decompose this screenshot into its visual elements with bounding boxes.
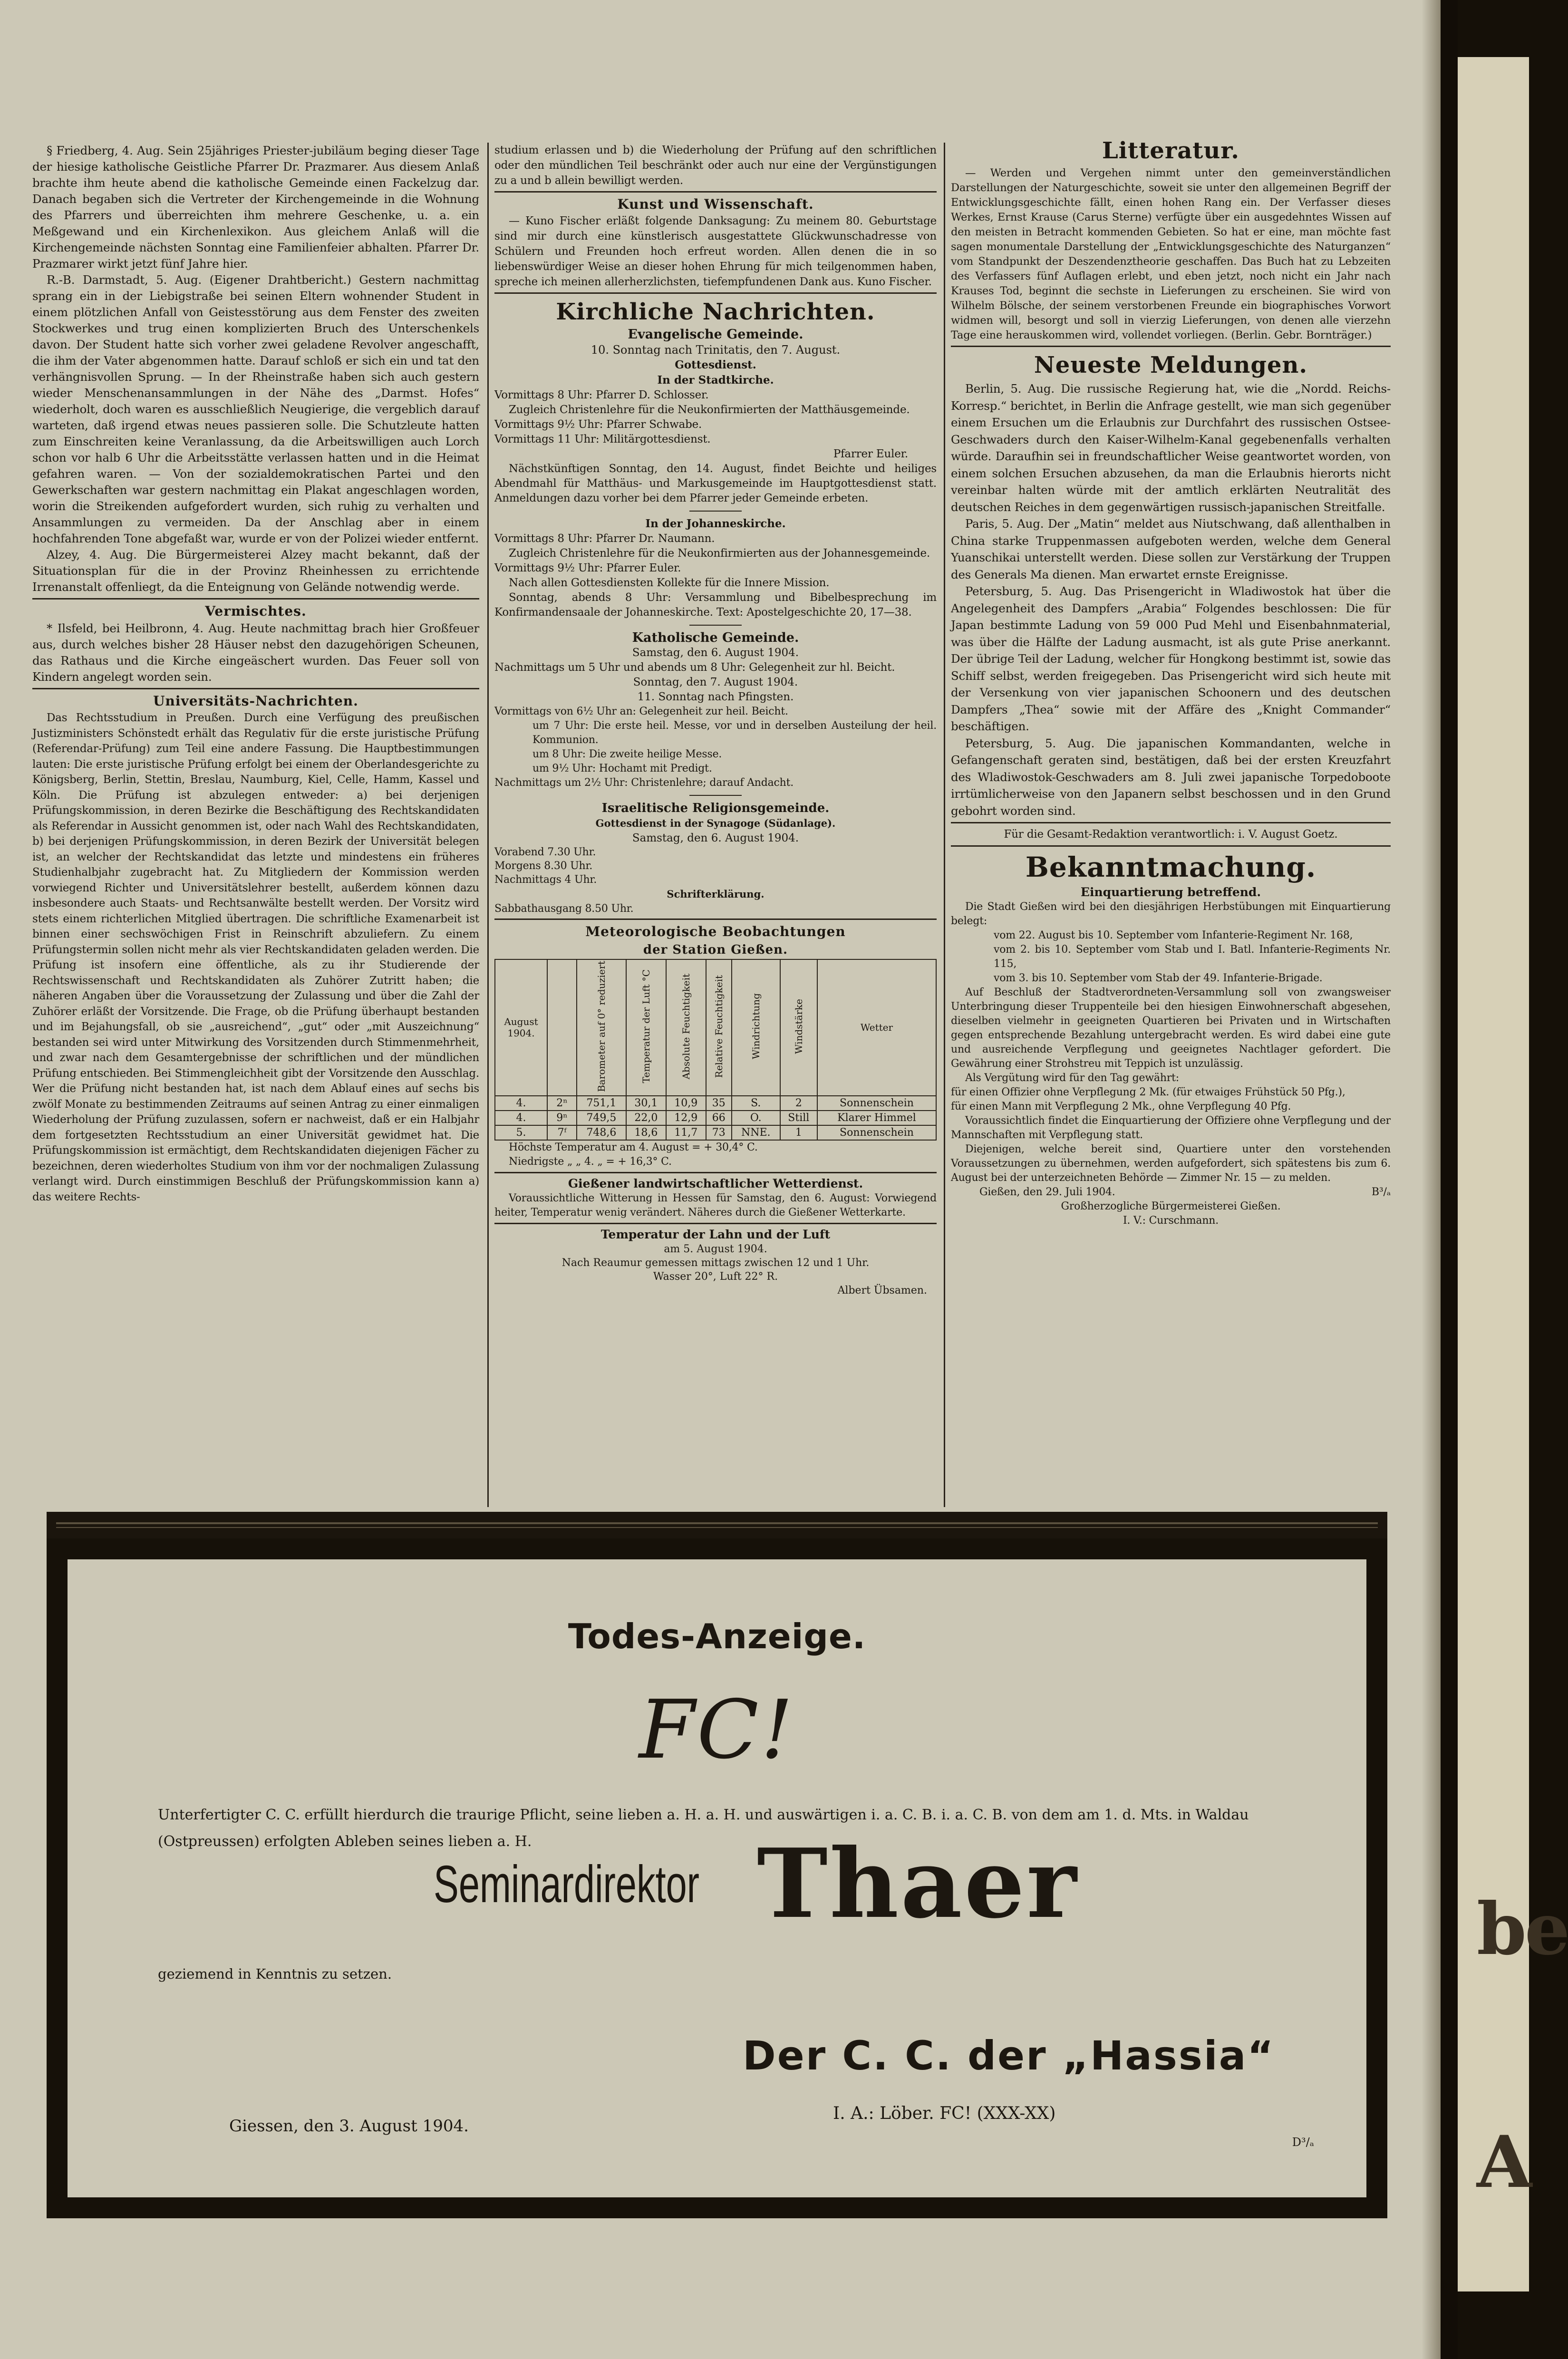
- death-notice-mark: D³/ₐ: [1292, 2136, 1314, 2149]
- text-line: Voraussichtliche Witterung in Hessen für Samstag, den 6. August: Vorwiegend heiter, Temperatur wenig verändert. Näheres durch die Gießener Wetterkarte.: [494, 1192, 937, 1218]
- adjacent-page-text: A: [1477, 2120, 1530, 2204]
- text-line: am 5. August 1904.: [664, 1243, 767, 1255]
- text-line: Diejenigen, welche bereit sind, Quartiere unter den vorstehenden Voraussetzungen zu übernehmen, werden aufgefordert, sich spätestens bis zum 6. August bei der unterzeichneten Behörde — Zimmer Nr. 15 — zu melden.: [951, 1143, 1391, 1184]
- divider: [689, 511, 742, 512]
- text-line: Zugleich Christenlehre für die Neukonfirmierten aus der Johannesgemeinde.: [509, 547, 930, 560]
- text-line: Schrifterklärung.: [667, 888, 765, 900]
- page-edge-shadow: [1422, 0, 1441, 2359]
- table-cell: 5.: [495, 1125, 547, 1140]
- table-cell: 30,1: [626, 1096, 666, 1111]
- adjacent-page-edge: [1458, 57, 1568, 2291]
- death-notice-signature: Der C. C. der „Hassia“: [743, 2032, 1275, 2079]
- text-line: Nach Reaumur gemessen mittags zwischen 12 und 1 Uhr.: [561, 1257, 870, 1269]
- text-line: Niedrigste „ „ 4. „ = + 16,3° C.: [509, 1155, 672, 1168]
- table-cell: 7ᶠ: [547, 1125, 577, 1140]
- divider: [689, 625, 742, 626]
- table-cell: O.: [732, 1111, 780, 1125]
- heading-meteorologie: Meteorologische Beobachtungen: [585, 924, 846, 939]
- table-cell: Still: [780, 1111, 817, 1125]
- heading-station: der Station Gießen.: [643, 943, 788, 957]
- heading-katholisch: Katholische Gemeinde.: [632, 630, 799, 645]
- text-line: Vormittags 11 Uhr: Militärgottesdienst.: [494, 433, 711, 445]
- column-rule: [487, 143, 489, 1507]
- text-line: Sonntag, den 7. August 1904.: [633, 676, 798, 688]
- text-line: Gottesdienst.: [675, 358, 756, 371]
- text-line: Samstag, den 6. August 1904.: [632, 647, 799, 659]
- article-rechtsstudium: Das Rechtsstudium in Preußen. Durch eine Verfügung des preußischen Justizministers Schönstedt erhält das Regulativ für die erste juristische Prüfung (Referendar-Prüfung) zum Teil eine andere Fassung. Die Hauptbestimmungen lauten: Die erste juristische Prüfung erfolgt bei einem der Oberlandesgerichte zu Königsberg, Berlin, Stettin, Breslau, Naumburg, Kiel, Celle, Hamm, Kassel und Köln. Die Prüfung ist abzulegen entweder: a) bei derjenigen Prüfungskommission, in deren Bezirke die Beschäftigung des Rechtskandidaten als Referendar in Aussicht genommen ist, oder nach Wahl des Rechtskandidaten, b) bei derjenigen Prüfungskommission, in deren Bezirk der Universität belegen ist, an welcher der Rechtskandidat das letzte und mindestens ein früheres Studienhalbjahr zugebracht hat. Zu Mitgliedern der Kommission werden vorwiegend Richter und Universitätslehrer bestellt, außerdem können dazu insbesondere auch Staats- und Rechtsanwälte bestellt werden. Der Vorsitz wird stets einem richterlichen Mitglied übertragen. Die schriftliche Examenarbeit ist binnen einer sechswöchigen Frist in Reinschrift abzuliefern. Zu einem Prüfungstermin sollen nicht mehr als vier Rechtskandidaten geladen werden. Die Prüfung ist insofern eine öffentliche, als zu ihr Studierende der Rechtswissenschaft und Rechtskandidaten als Zuhörer Zutritt haben; die näheren Angaben über die Voraussetzung der Zulassung und über die Zahl der Zuhörer erläßt der Vorsitzende. Die Frage, ob die Prüfung überhaupt bestanden und im Bejahungsfall, ob sie „ausreichend“, „gut“ oder „mit Auszeichnung“ bestanden sei wird unter Mitwirkung des Vorsitzenden durch Stimmenmehrheit, und zwar nach dem Gesamtergebnisse der schriftlichen und der mündlichen Prüfung entschieden. Bei Stimmengleichheit gibt der Vorsitzende den Ausschlag. Wer die Prüfung nicht bestanden hat, ist nach dem Ablauf eines auf sechs bis zwölf Monate zu bestimmenden Zeitraums auf seinen Antrag zu einer einmaligen Wiederholung der Prüfung zuzulassen, sofern er nachweist, daß er ein Halbjahr dem fortgesetzten Rechtsstudium an einer Universität gewidmet hat. Die Prüfungskommission ist ermächtigt, dem Rechtskandidaten diejenigen Fächer zu bezeichnen, deren wiederholtes Studium von ihm vor der nochmaligen Zulassung verlangt wird. Durch einstimmigen Beschluß der Prüfungskommission kann a) das weitere Rechts-: [32, 712, 479, 1203]
- text-line: Zugleich Christenlehre für die Neukonfirmierten der Matthäusgemeinde.: [509, 404, 910, 416]
- text-line: Die Stadt Gießen wird bei den diesjährigen Herbstübungen mit Einquartierung belegt:: [951, 901, 1391, 927]
- text-line: Nächstkünftigen Sonntag, den 14. August, findet Beichte und heiliges Abendmahl für Matthäus- und Markusgemeinde im Hauptgottesdienst statt. Anmeldungen dazu vorher bei dem Pfarrer jeder Gemeinde erbeten.: [494, 463, 937, 504]
- fraternity-monogram: FC!: [639, 1683, 795, 1777]
- text-line: Samstag, den 6. August 1904.: [632, 832, 799, 844]
- table-header: Windrichtung: [732, 959, 780, 1096]
- table-header: Wetter: [817, 959, 936, 1096]
- column-3: [951, 135, 1391, 1507]
- table-cell: Klarer Himmel: [817, 1111, 936, 1125]
- divider: [32, 688, 479, 689]
- deceased-rank: Seminardirektor: [434, 1855, 700, 1914]
- table-cell: 9ⁿ: [547, 1111, 577, 1125]
- adjacent-page-text: be: [1477, 1887, 1568, 1971]
- table-cell: NNE.: [732, 1125, 780, 1140]
- heading-wetterdienst: Gießener landwirtschaftlicher Wetterdienst.: [568, 1176, 863, 1190]
- text-line: Großherzogliche Bürgermeisterei Gießen.: [1061, 1200, 1281, 1212]
- table-cell: 22,0: [626, 1111, 666, 1125]
- text-line: Nachmittags um 2½ Uhr: Christenlehre; darauf Andacht.: [494, 777, 794, 789]
- column-rule: [944, 143, 945, 1507]
- heading-israelitisch: Israelitische Religionsgemeinde.: [601, 801, 830, 815]
- weather-table: [494, 959, 937, 1141]
- death-notice: [47, 1538, 1387, 2218]
- mark: B³/ₐ: [1371, 1186, 1391, 1198]
- heading-lahn: Temperatur der Lahn und der Luft: [600, 1227, 831, 1241]
- table-cell: 749,5: [577, 1111, 626, 1125]
- table-header: Absolute Feuchtigkeit: [666, 959, 706, 1096]
- divider: [494, 292, 937, 294]
- text-line: für einen Offizier ohne Verpflegung 2 Mk. (für etwaiges Frühstück 50 Pfg.),: [951, 1086, 1345, 1098]
- table-cell: 12,9: [666, 1111, 706, 1125]
- text-line: Als Vergütung wird für den Tag gewährt:: [965, 1072, 1180, 1084]
- table-cell: 18,6: [626, 1125, 666, 1140]
- text-line: Vormittags von 6½ Uhr an: Gelegenheit zur heil. Beicht.: [494, 706, 788, 717]
- text-line: vom 3. bis 10. September vom Stab der 49. Infanterie-Brigade.: [994, 972, 1323, 984]
- article-berlin: Berlin, 5. Aug. Die russische Regierung hat, wie die „Nordd. Reichs-Korresp.“ berichtet, in Berlin die Anfrage gestellt, wie man sich gegenüber einem Ersuchen um die Erlaubnis zur Durchfahrt des russischen Ostsee-Geschwaders durch den Kaiser-Wilhelm-Kanal gegebenenfalls verhalten würde. Daraufhin sei in freundschaftlicher Weise geantwortet worden, von einem solchen Ersuchen abzusehen, da man die Erlaubnis hierorts nicht vereinbar halten würde mit der amtlich erklärten Neutralität des deutschen Reiches in dem gegenwärtigen russisch-japanischen Streitfalle.: [951, 382, 1391, 514]
- text-line: Voraussichtlich findet die Einquartierung der Offiziere ohne Verpflegung und der Mannschaften mit Verpflegung statt.: [951, 1115, 1391, 1141]
- article-friedberg: § Friedberg, 4. Aug. Sein 25jähriges Priester-jubiläum beging dieser Tage der hiesige katholische Geistliche Pfarrer Dr. Prazmarer. Aus diesem Anlaß brachte ihm heute abend die katholische Gemeinde einen Fackelzug dar. Danach begaben sich die Vertreter der Kirchengemeinde in die Wohnung des Pfarrers und überreichten ihm mehrere Geschenke, u. a. ein Meßgewand und ein Kirchenlexikon. Aus gleichem Anlaß will die Kirchengemeinde nächsten Sonntag eine Familienfeier abhalten. Pfarrer Dr. Prazmarer wirkt jetzt fünf Jahre hier.: [32, 144, 479, 271]
- table-header-row: [495, 959, 936, 1096]
- article-petersburg-1: Petersburg, 5. Aug. Das Prisengericht in Wladiwostok hat über die Angelegenheit des Dampfers „Arabia“ Folgendes beschlossen: Die für Japan bestimmte Ladung von 59 000 Pud Mehl und Eisenbahnmaterial, was über die Hälfte der Ladung ausmacht, ist als gute Prise anerkannt. Der übrige Teil der Ladung, welcher für Hongkong bestimmt ist, sowie das Schiff selbst, werden freigegeben. Das Prisengericht wird sich heute mit der Versenkung von vier japanischen Schoonern und des deutschen Dampfers „Thea“ sowie mit der Affäre des „Knight Commander“ beschäftigen.: [951, 584, 1391, 733]
- section-heading-vermischtes: Vermischtes.: [205, 603, 307, 619]
- text-line: Sabbathausgang 8.50 Uhr.: [494, 903, 634, 915]
- text-line: Vormittags 8 Uhr: Pfarrer D. Schlosser.: [494, 389, 709, 401]
- heading-evangelisch: Evangelische Gemeinde.: [628, 327, 803, 342]
- article-ilsfeld: * Ilsfeld, bei Heilbronn, 4. Aug. Heute nachmittag brach hier Großfeuer aus, durch welches bisher 28 Häuser nebst den dazugehörigen Scheunen, das Rathaus und die Kirche eingeäschert wurden. Das Feuer soll von Kindern angelegt worden sein.: [32, 621, 479, 684]
- text-line: um 8 Uhr: Die zweite heilige Messe.: [532, 748, 722, 760]
- table-cell: 4.: [495, 1096, 547, 1111]
- imprint-line: Für die Gesamt-Redaktion verantwortlich: i. V. August Goetz.: [1004, 828, 1338, 841]
- section-heading-kirchlich: Kirchliche Nachrichten.: [556, 299, 875, 325]
- divider: [951, 346, 1391, 347]
- section-heading-kunst: Kunst und Wissenschaft.: [617, 196, 814, 212]
- divider: [494, 1223, 937, 1224]
- table-cell: 2ⁿ: [547, 1096, 577, 1111]
- date-line: Gießen, den 29. Juli 1904.: [979, 1186, 1115, 1198]
- table-cell: 35: [706, 1096, 732, 1111]
- text-line: Wasser 20°, Luft 22° R.: [653, 1270, 778, 1283]
- section-heading-bekanntmachung: Bekanntmachung.: [1025, 851, 1316, 883]
- divider: [494, 191, 937, 193]
- text-line: Nachmittags um 5 Uhr und abends um 8 Uhr: Gelegenheit zur hl. Beicht.: [494, 661, 895, 674]
- table-header: Relative Feuchtigkeit: [706, 959, 732, 1096]
- text-line: Gottesdienst in der Synagoge (Südanlage).: [595, 817, 836, 829]
- table-row: [495, 1125, 936, 1140]
- table-header: Windstärke: [780, 959, 817, 1096]
- death-notice-title: Todes-Anzeige.: [568, 1616, 866, 1656]
- heading-stadtkirche: In der Stadtkirche.: [657, 374, 774, 387]
- text-line: um 9½ Uhr: Hochamt mit Predigt.: [532, 763, 712, 774]
- text-line: Sonntag, abends 8 Uhr: Versammlung und Bibelbesprechung im Konfirmandensaale der Johanneskirche. Text: Apostelgeschichte 20, 17—38.: [494, 591, 937, 619]
- table-cell: 10,9: [666, 1096, 706, 1111]
- text-line: Vormittags 9½ Uhr: Pfarrer Schwabe.: [494, 418, 702, 431]
- deceased-name: Thaer: [757, 1828, 1079, 1940]
- text-line: Nachmittags 4 Uhr.: [494, 874, 597, 886]
- table-cell: 1: [780, 1125, 817, 1140]
- text-line: Vorabend 7.30 Uhr.: [494, 846, 596, 858]
- death-notice-date: Giessen, den 3. August 1904.: [229, 2117, 469, 2136]
- article-continuation: studium erlassen und b) die Wiederholung der Prüfung auf den schriftlichen oder den mündlichen Teil beschränkt oder auch nur eine der Vergünstigungen zu a und b allein bewilligt werden.: [494, 144, 937, 187]
- column-2: [494, 143, 937, 1507]
- divider: [951, 845, 1391, 847]
- section-heading-neueste: Neueste Meldungen.: [1034, 352, 1308, 378]
- table-row: [495, 1096, 936, 1111]
- text-line: [951, 1185, 1391, 1199]
- text-line: Albert Übsamen.: [837, 1284, 927, 1296]
- section-heading-universitaet: Universitäts-Nachrichten.: [153, 693, 358, 709]
- article-kuno-fischer: — Kuno Fischer erläßt folgende Danksagung: Zu meinem 80. Geburtstage sind mir durch eine künstlerisch ausgestattete Glückwunschadresse von Schülern und Freunden hoch erfreut worden. Allen denen die in so liebenswürdiger Weise an dieser hohen Ehrung für mich teilgenommen haben, spreche ich meinen allerherzlichsten, tiefempfundenen Dank aus. Kuno Fischer.: [494, 215, 937, 288]
- ornamental-band: [47, 1512, 1387, 1538]
- text-line: Einquartierung betreffend.: [1080, 885, 1261, 899]
- divider: [32, 598, 479, 599]
- heading-johanneskirche: In der Johanneskirche.: [645, 517, 786, 530]
- article-paris: Paris, 5. Aug. Der „Matin“ meldet aus Niutschwang, daß allenthalben in China starke Truppenmassen aufgeboten werden, welche dem General Yuanschikai unterstellt werden. Diese sollen zur Verstärkung der Truppen des Generals Ma dienen. Man erwartet ernste Ereignisse.: [951, 517, 1391, 581]
- article-petersburg-2: Petersburg, 5. Aug. Die japanischen Kommandanten, welche in Gefangenschaft geraten sind, bestätigen, daß bei der ersten Kreuzfahrt des Wladiwostok-Geschwaders am 8. Juli zwei japanische Torpedoboote irrtümlicherweise von den Japanern selbst beschossen und in den Grund gebohrt worden sind.: [951, 736, 1391, 818]
- table-header: [547, 959, 577, 1096]
- table-row: [495, 1111, 936, 1125]
- table-cell: Sonnenschein: [817, 1125, 936, 1140]
- text-line: 10. Sonntag nach Trinitatis, den 7. August.: [590, 343, 841, 357]
- text-line: Vormittags 9½ Uhr: Pfarrer Euler.: [494, 562, 681, 574]
- text-line: Morgens 8.30 Uhr.: [494, 860, 593, 872]
- text-line: Höchste Temperatur am 4. August = + 30,4° C.: [509, 1141, 758, 1153]
- text-line: Pfarrer Euler.: [833, 448, 908, 460]
- table-header: August 1904.: [495, 959, 547, 1096]
- table-cell: 751,1: [577, 1096, 626, 1111]
- text-line: vom 2. bis 10. September vom Stab und I. Batl. Infanterie-Regiments Nr. 115,: [994, 944, 1391, 970]
- article-alzey: Alzey, 4. Aug. Die Bürgermeisterei Alzey macht bekannt, daß der Situationsplan für die in der Provinz Rheinhessen zu errichtende Irrenanstalt offenliegt, da die Enteignung von Gelände notwendig werde.: [32, 548, 479, 594]
- text-line: vom 22. August bis 10. September vom Infanterie-Regiment Nr. 168,: [994, 929, 1353, 941]
- death-notice-closing: geziemend in Kenntnis zu setzen.: [158, 1966, 392, 1982]
- column-1: [32, 143, 479, 1507]
- divider: [951, 822, 1391, 823]
- table-cell: 11,7: [666, 1125, 706, 1140]
- text-line: 11. Sonntag nach Pfingsten.: [637, 691, 794, 703]
- table-cell: S.: [732, 1096, 780, 1111]
- article-werden-und-vergehen: — Werden und Vergehen nimmt unter den gemeinverständlichen Darstellungen der Naturgeschichte, soweit sie unter den allgemeinen Begriff der Entwicklungsgeschichte fällt, einen hohen Rang ein. Der Verfasser dieses Werkes, Ernst Krause (Carus Sterne) verfügte über ein ausgedehntes Wissen auf den meisten in Betracht kommenden Gebieten. So hat er eine, man möchte fast sagen monumentale Darstellung der „Entwicklungsgeschichte des Naturganzen“ vom Standpunkt der Deszendenztheorie geschaffen. Das Buch hat zu Lebzeiten des Verfassers fünf Auflagen erlebt, und eben jetzt, noch nicht ein Jahr nach Krauses Tod, beginnt die sechste in Lieferungen zu erscheinen. Sie wird von Wilhelm Bölsche, der seinem verstorbenen Freunde ein biographisches Vorwort widmen will, besorgt und soll in vierzig Lieferungen, von denen alle vierzehn Tage eine herauskommen wird, vollendet vorliegen. (Berlin. Gebr. Bornträger.): [951, 167, 1391, 341]
- divider: [494, 918, 937, 920]
- table-header: Barometer auf 0° reduziert: [577, 959, 626, 1096]
- divider: [689, 795, 742, 796]
- table-cell: 748,6: [577, 1125, 626, 1140]
- text-line: Auf Beschluß der Stadtverordneten-Versammlung soll von zwangsweiser Unterbringung dieser Truppenteile bei den hiesigen Einwohnerschaft abgesehen, dieselben vielmehr in geeigneten Quartieren bei Privaten und in Wirtschaften gegen entsprechende Bezahlung untergebracht werden. Es wird dabei eine gute und ausreichende Verpflegung und geeignetes Nachtlager gefordert. Die Gewährung einer Strohstreu mit Teppich ist unzulässig.: [951, 986, 1391, 1070]
- text-line: für einen Mann mit Verpflegung 2 Mk., ohne Verpflegung 40 Pfg.: [951, 1101, 1291, 1112]
- text-line: Nach allen Gottesdiensten Kollekte für die Innere Mission.: [509, 577, 830, 589]
- divider: [494, 1172, 937, 1173]
- death-notice-text: Unterfertigter C. C. erfüllt hierdurch die traurige Pflicht, seine lieben a. H. a. H. und auswärtigen i. a. C. B. i. a. C. B. von dem am 1. d. Mts. in Waldau (Ostpreussen) erfolgten Ableben seines lieben a. H.: [158, 1807, 1249, 1850]
- text-line: um 7 Uhr: Die erste heil. Messe, vor und in derselben Austeilung der heil. Kommunion.: [532, 720, 937, 746]
- table-header: Temperatur der Luft °C: [626, 959, 666, 1096]
- table-cell: Sonnenschein: [817, 1096, 936, 1111]
- death-notice-signatory: I. A.: Löber. FC! (XXX-XX): [833, 2104, 1056, 2123]
- text-line: Vormittags 8 Uhr: Pfarrer Dr. Naumann.: [494, 532, 715, 545]
- section-heading-litteratur: Litteratur.: [1102, 137, 1239, 164]
- table-cell: 73: [706, 1125, 732, 1140]
- table-cell: 2: [780, 1096, 817, 1111]
- article-darmstadt: R.-B. Darmstadt, 5. Aug. (Eigener Drahtbericht.) Gestern nachmittag sprang ein in der Liebigstraße bei seinen Eltern wohnender Student in einem plötzlichen Anfall von Geistesstörung aus dem Fenster des zweiten Stockwerkes und trug einen komplizierten Bruch des Unterschenkels davon. Der Student hatte sich vorher zwei geladene Revolver angeschafft, die ihm der Vater abgenommen hatte. Darauf schloß er sich ein und tat den verhängnisvollen Sprung. — In der Rheinstraße haben sich auch gestern wieder Menschenansammlungen in der Nähe des „Darmst. Hofes“ wiederholt, doch waren es ausschließlich Neugierige, die vergeblich darauf warteten, daß irgend etwas neues passieren solle. Die Schutzleute hatten zum Einschreiten keine Veranlassung, da die Arbeitswilligen auch Lorch schon vor halb 6 Uhr die Arbeitsstätte verlassen hatten und in die Heimat gefahren waren. — Von der sozialdemokratischen Partei und den Gewerkschaften war gestern nachmittag ein Plakat angeschlagen worden, worin die Streikenden aufgefordert wurden, sich ruhig zu verhalten und Ansammlungen zu vermeiden. Da der Anschlag aber in einem hochfahrenden Tone abgefaßt war, wurde er von der Polizei wieder entfernt.: [32, 273, 479, 545]
- text-line: I. V.: Curschmann.: [1123, 1215, 1219, 1227]
- binding-gutter: [1441, 0, 1458, 2359]
- table-cell: 66: [706, 1111, 732, 1125]
- table-cell: 4.: [495, 1111, 547, 1125]
